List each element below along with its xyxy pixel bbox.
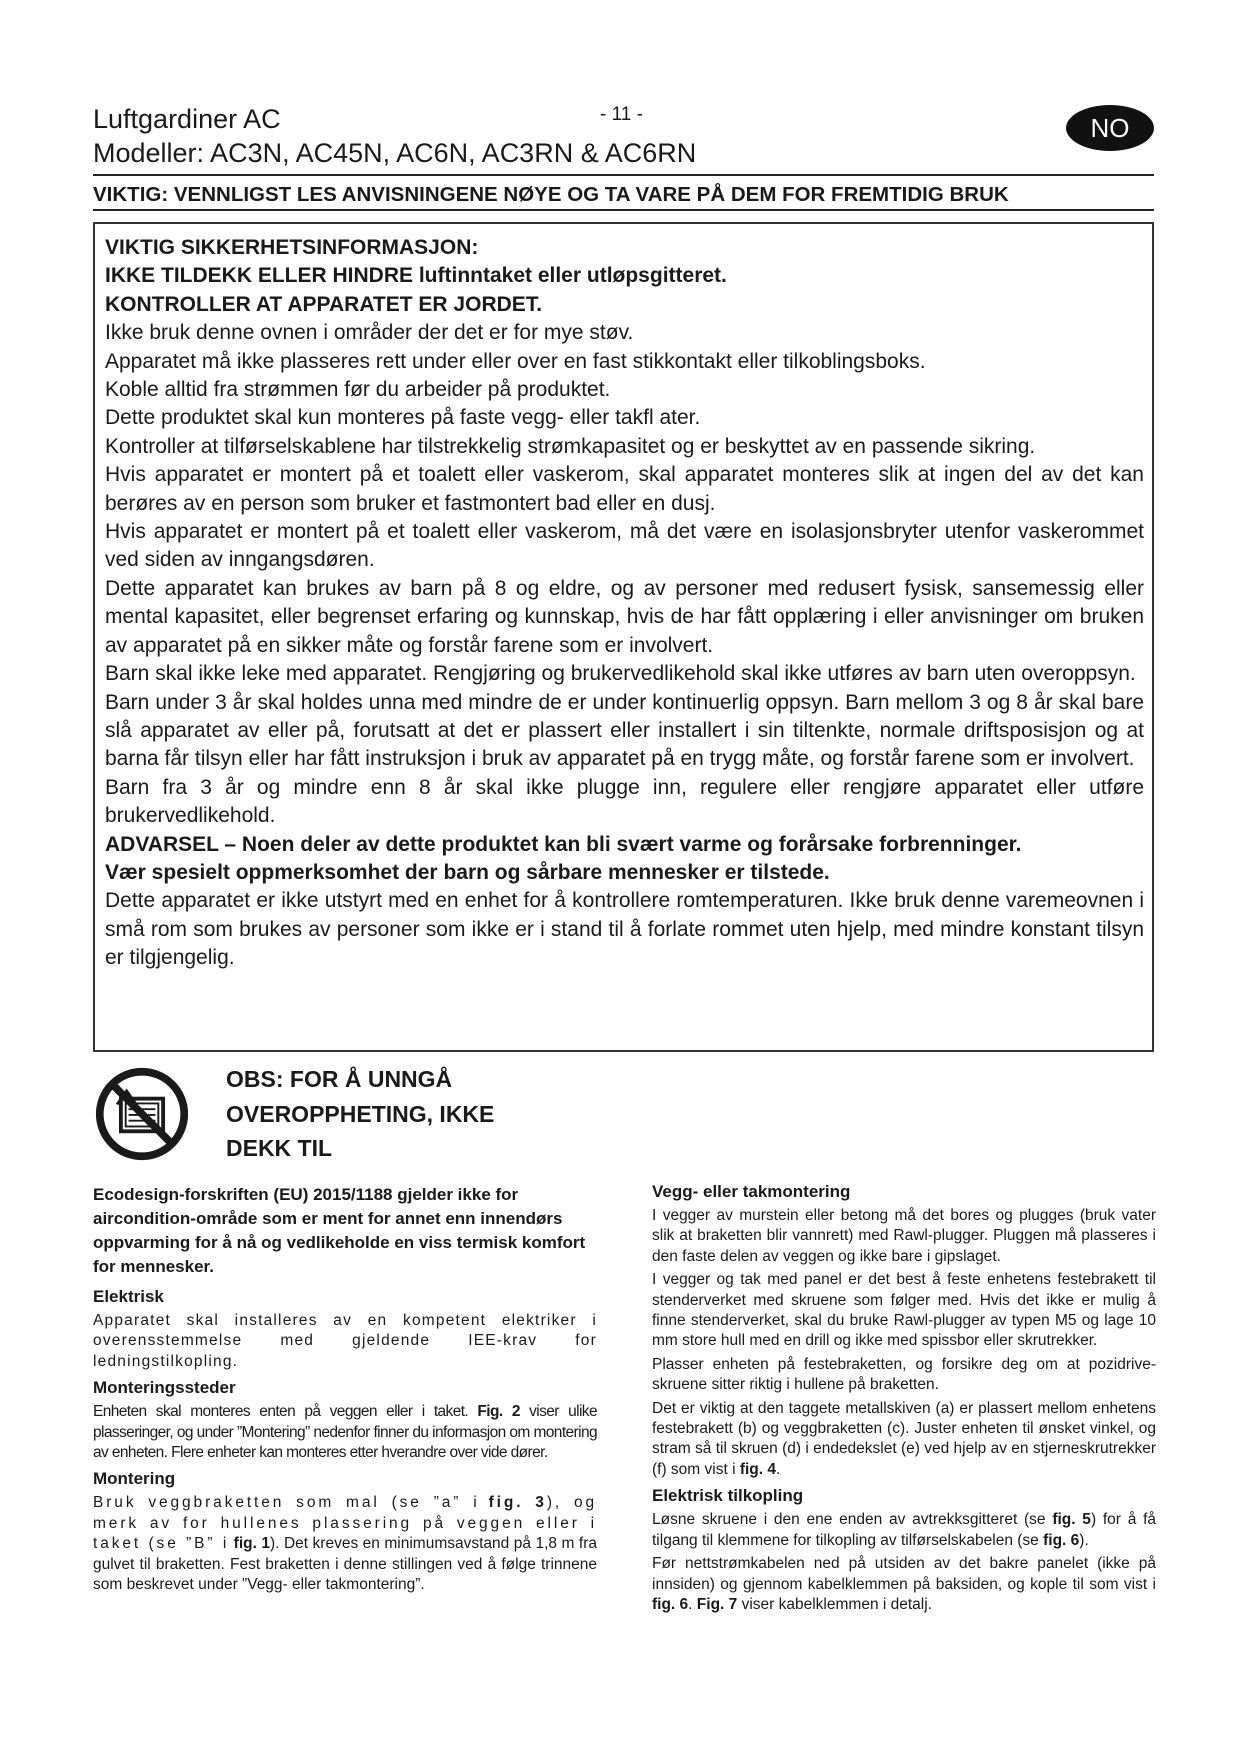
overheating-warning-line: OVEROPPHETING, IKKE — [226, 1100, 495, 1127]
montering-text: Bruk veggbraketten som mal (se ”a” i fig. 3), og merk av for hullenes plassering på veggen eller i taket (se ”B” i fig. 1). Det kreves en minimumsavstand på 1,8 m fra gulvet til braketten. Fest braketten i denne stillingen ved å følge trinnene som beskrevet under ”Vegg- eller takmontering”. — [93, 1494, 598, 1594]
tilkopling-paragraph: Før nettstrømkabelen ned på utsiden av det bakre panelet (ikke på innsiden) og gjennom kabelklemmen på baksiden, og kople til som vist i fig. 6. Fig. 7 viser kabelklemmen i detalj. — [652, 1555, 1156, 1613]
section-heading-elektrisk: Elektrisk — [93, 1287, 164, 1306]
safety-paragraph: Barn fra 3 år og mindre enn 8 år skal ikke plugge inn, regulere eller rengjøre apparatet eller utføre brukervedlikehold. — [105, 775, 1144, 828]
left-column — [93, 1183, 597, 1598]
safety-paragraph: Dette produktet skal kun monteres på faste vegg- eller takfl ater. — [105, 406, 701, 430]
overheating-warning-line: OBS: FOR Å UNNGÅ — [226, 1066, 453, 1092]
safety-paragraph: Dette apparatet er ikke utstyrt med en enhet for å kontrollere romtemperaturen. Ikke bruk denne varemeovnen i små rom som brukes av personer som ikke er i stand til å forlate rommet uten hjelp, med mindre konstant tilsyn er tilgjengelig. — [105, 889, 1144, 970]
vegg-paragraph: I vegger og tak med panel er det best å feste enhetens festebrakett til stenderverket med skruene som følger med. Hvis det ikke er mulig å finne stenderverket, skal du bruke Rawl-plugger av typen M5 og lage 10 mm store hull med en drill og ikke med spissbor eller skrutrekker. — [652, 1271, 1156, 1350]
vegg-paragraph: I vegger av murstein eller betong må det bores og plugges (bruk vater slik at braketten blir vannrett) med Rawl-plugger. Pluggen må plasseres i den faste delen av veggen og ikke bare i gipslaget. — [652, 1207, 1156, 1265]
overheating-warning-line: DEKK TIL — [226, 1135, 333, 1161]
header-divider-bottom — [93, 209, 1154, 211]
safety-paragraph: Apparatet må ikke plasseres rett under eller over en fast stikkontakt eller tilkoblingsboks. — [105, 349, 926, 373]
language-badge: NO — [1066, 105, 1154, 151]
document-title: Luftgardiner AC — [93, 104, 281, 134]
vegg-paragraph: Det er viktig at den taggete metallskiven (a) er plassert mellom enhetens festebrakett (b) og veggbraketten (c). Juster enheten til ønsket vinkel, og stram så til skruen (d) i endedekslet (e) ved hjelp av en stjerneskrutrekker (f) som vist i fig. 4. — [652, 1399, 1156, 1478]
safety-bold-line-2: KONTROLLER AT APPARATET ER JORDET. — [105, 292, 543, 316]
safety-paragraph: Hvis apparatet er montert på et toalett eller vaskerom, må det være en isolasjonsbryter utenfor vaskerommet ved siden av inngangsdøren. — [105, 520, 1144, 572]
safety-paragraph: Dette apparatet kan brukes av barn på 8 og eldre, og av personer med redusert fysisk, sansemessig eller mental kapasitet, eller begrenset erfaring og kunnskap, hvis de har fått opplæring i eller anvisninger om bruken av apparatet på en sikker måte og forstår farene som er involvert. — [105, 576, 1144, 657]
safety-heading: VIKTIG SIKKERHETSINFORMASJON: — [105, 236, 479, 259]
ecodesign-notice: Ecodesign-forskriften (EU) 2015/1188 gjelder ikke for aircondition-område som er ment for annet enn innendørs oppvarming for å nå og vedlikeholde en viss termisk komfort for mennesker. — [93, 1185, 586, 1276]
safety-paragraph: Koble alltid fra strømmen før du arbeider på produktet. — [105, 378, 611, 402]
overheating-warning — [226, 1062, 586, 1166]
elektrisk-text: Apparatet skal installeres av en kompetent elektriker i overensstemmelse med gjeldende IEE-krav for ledningstilkopling. — [93, 1312, 597, 1370]
safety-warning-2: Vær spesielt oppmerksomhet der barn og sårbare mennesker er tilstede. — [105, 860, 830, 884]
section-heading-vegg-takmontering: Vegg- eller takmontering — [652, 1182, 851, 1201]
safety-paragraph: Barn under 3 år skal holdes unna med mindre de er under kontinuerlig oppsyn. Barn mellom 3 og 8 år skal bare slå apparatet av eller på, forutsatt at det er plassert eller installert i sin tiltenkte, normale driftsposisjon og at barna får tilsyn eller har fått instruksjon i bruk av apparatet på en trygg måte, og forstår farene som er involvert. — [105, 690, 1144, 771]
safety-paragraph: Kontroller at tilførselskablene har tilstrekkelig strømkapasitet og er beskyttet av en passende sikring. — [105, 434, 1036, 458]
safety-warning-1: ADVARSEL – Noen deler av dette produktet kan bli svært varme og forårsake forbrenninger. — [105, 832, 1022, 856]
section-heading-monteringssteder: Monteringssteder — [93, 1378, 236, 1398]
vegg-paragraph: Plasser enheten på festebraketten, og forsikre deg om at pozidrive-skruene sitter riktig i hullene på braketten. — [652, 1355, 1156, 1394]
section-heading-elektrisk-tilkopling: Elektrisk tilkopling — [652, 1486, 804, 1506]
important-notice: VIKTIG: VENNLIGST LES ANVISNINGENE NØYE OG TA VARE PÅ DEM FOR FREMTIDIG BRUK — [93, 183, 1009, 206]
safety-bold-line-1: IKKE TILDEKK ELLER HINDRE luftinntaket eller utløpsgitteret. — [105, 264, 727, 288]
tilkopling-paragraph: Løsne skruene i den ene enden av avtrekksgitteret (se fig. 5) for å få tilgang til klemmene for tilkopling av tilførselskabelen (se fig. 6). — [652, 1511, 1157, 1549]
right-column — [652, 1183, 1156, 1618]
do-not-cover-icon — [94, 1066, 190, 1162]
model-list: Modeller: AC3N, AC45N, AC6N, AC3RN & AC6RN — [93, 138, 697, 168]
safety-paragraph: Hvis apparatet er montert på et toalett eller vaskerom, skal apparatet monteres slik at ingen del av det kan berøres av en person som bruker et fastmontert bad eller en dusj. — [105, 463, 1144, 515]
header-divider-top — [93, 174, 1154, 176]
section-heading-montering: Montering — [93, 1469, 176, 1489]
safety-info-box — [93, 222, 1154, 1052]
monteringssteder-text: Enheten skal monteres enten på veggen eller i taket. Fig. 2 viser ulike plasseringer, og under ”Montering” nedenfor finner du informasjon om montering av enheten. Flere enheter kan monteres etter hverandre over vide dører. — [93, 1403, 597, 1462]
safety-paragraph: Ikke bruk denne ovnen i områder der det er for mye støv. — [105, 321, 634, 345]
page-number: - 11 - — [600, 104, 643, 125]
safety-paragraph: Barn skal ikke leke med apparatet. Rengjøring og brukervedlikehold skal ikke utføres av barn uten overoppsyn. — [105, 662, 1136, 686]
